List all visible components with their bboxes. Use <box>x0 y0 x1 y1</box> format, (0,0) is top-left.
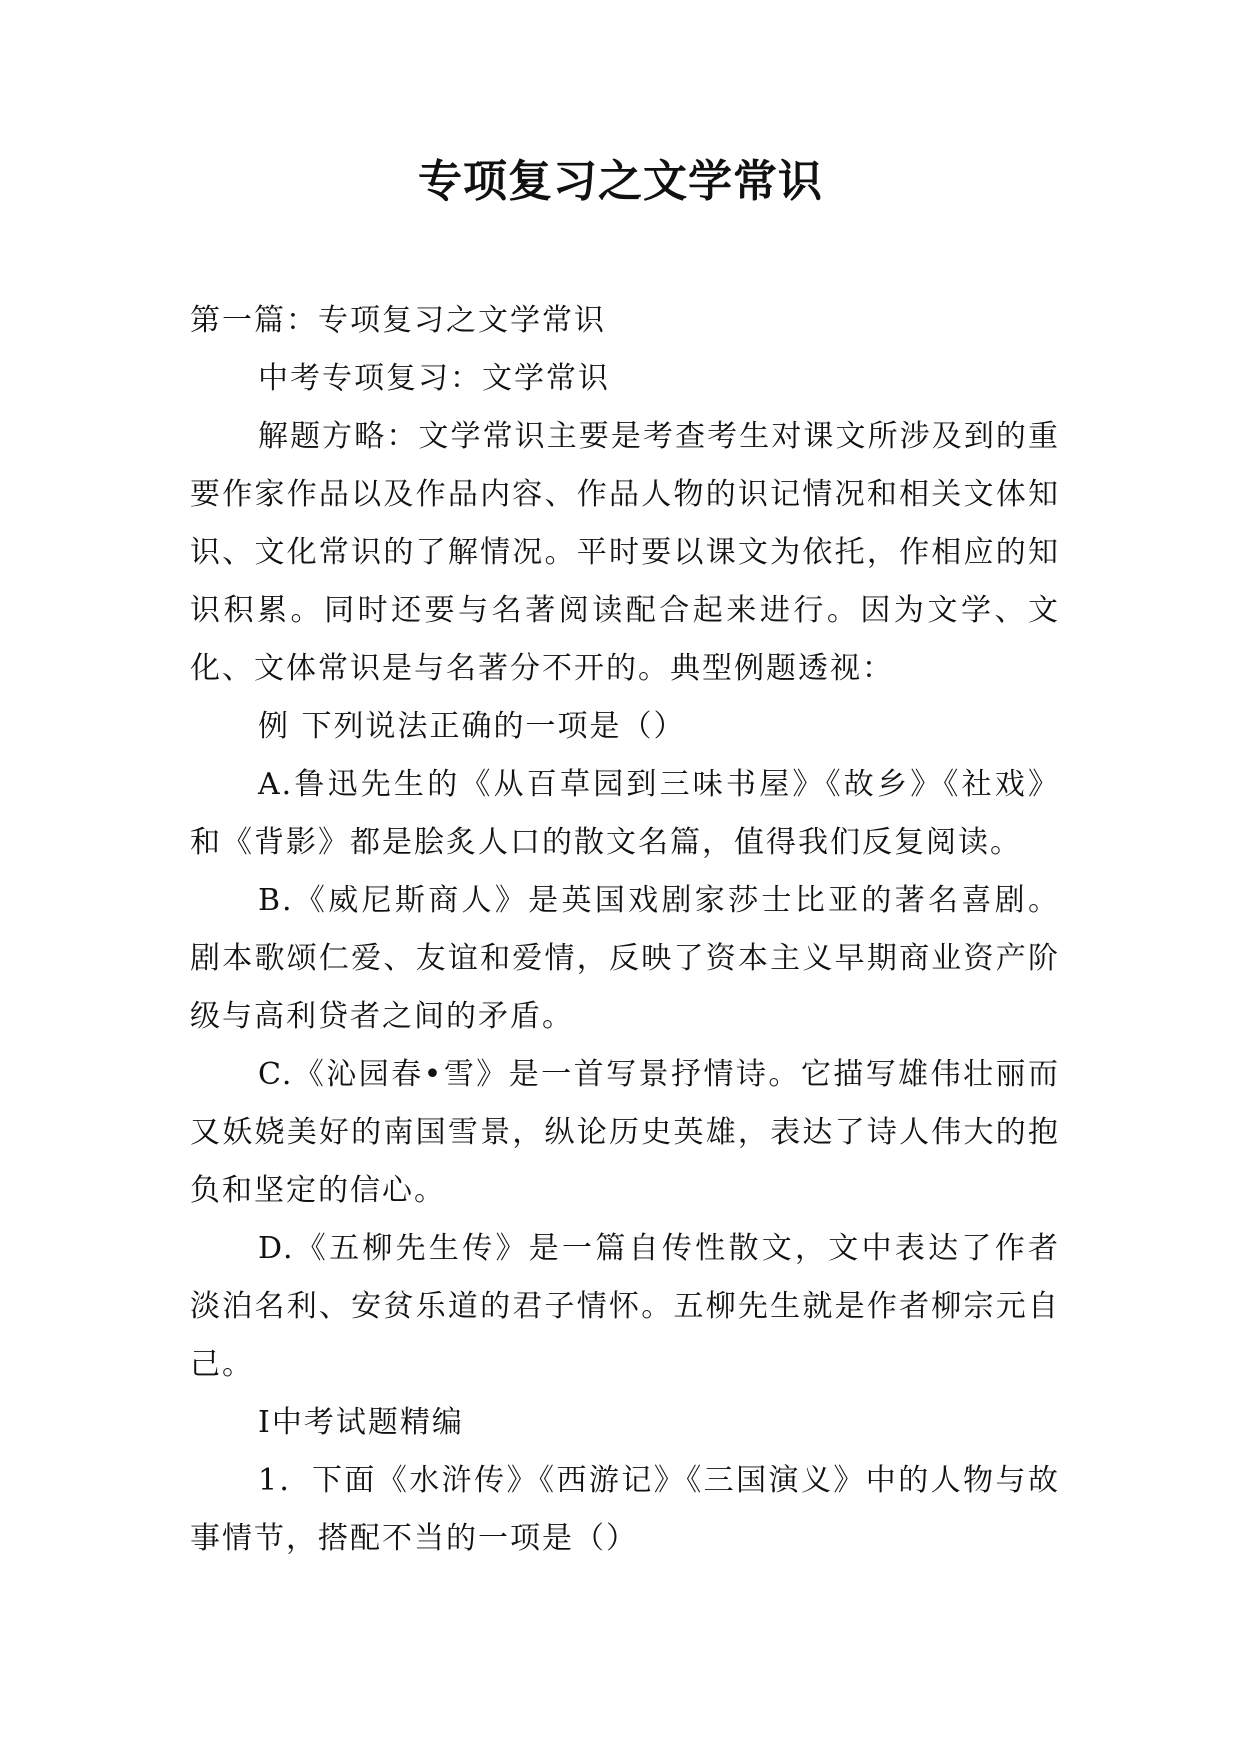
paragraph-section-heading: 第一篇：专项复习之文学常识 <box>190 303 606 338</box>
paragraph-exam-section-heading: Ⅰ中考试题精编 <box>258 1405 464 1440</box>
document-body <box>190 292 1060 1568</box>
document-title: 专项复习之文学常识 <box>418 156 823 207</box>
paragraph-option-a: A.鲁迅先生的《从百草园到三味书屋》《故乡》《社戏》和《背影》都是脍炙人口的散文名篇，值得我们反复阅读。 <box>190 767 1060 860</box>
paragraph-example-question: 例 下列说法正确的一项是（） <box>258 709 686 744</box>
paragraph-strategy: 解题方略：文学常识主要是考查考生对课文所涉及到的重要作家作品以及作品内容、作品人物的识记情况和相关文体知识、文化常识的了解情况。平时要以课文为依托，作相应的知识积累。同时还要与名著阅读配合起来进行。因为文学、文化、文体常识是与名著分不开的。典型例题透视： <box>190 419 1060 686</box>
paragraph-subheading: 中考专项复习：文学常识 <box>258 361 610 396</box>
paragraph-question-1: 1．下面《水浒传》《西游记》《三国演义》中的人物与故事情节，搭配不当的一项是（） <box>190 1463 1060 1556</box>
paragraph-option-c: C.《沁园春•雪》是一首写景抒情诗。它描写雄伟壮丽而又妖娆美好的南国雪景，纵论历史英雄，表达了诗人伟大的抱负和坚定的信心。 <box>190 1057 1060 1208</box>
paragraph-option-d: D.《五柳先生传》是一篇自传性散文，文中表达了作者淡泊名利、安贫乐道的君子情怀。五柳先生就是作者柳宗元自己。 <box>190 1231 1060 1382</box>
paragraph-option-b: B.《威尼斯商人》是英国戏剧家莎士比亚的著名喜剧。剧本歌颂仁爱、友谊和爱情，反映了资本主义早期商业资产阶级与高利贷者之间的矛盾。 <box>190 883 1060 1034</box>
